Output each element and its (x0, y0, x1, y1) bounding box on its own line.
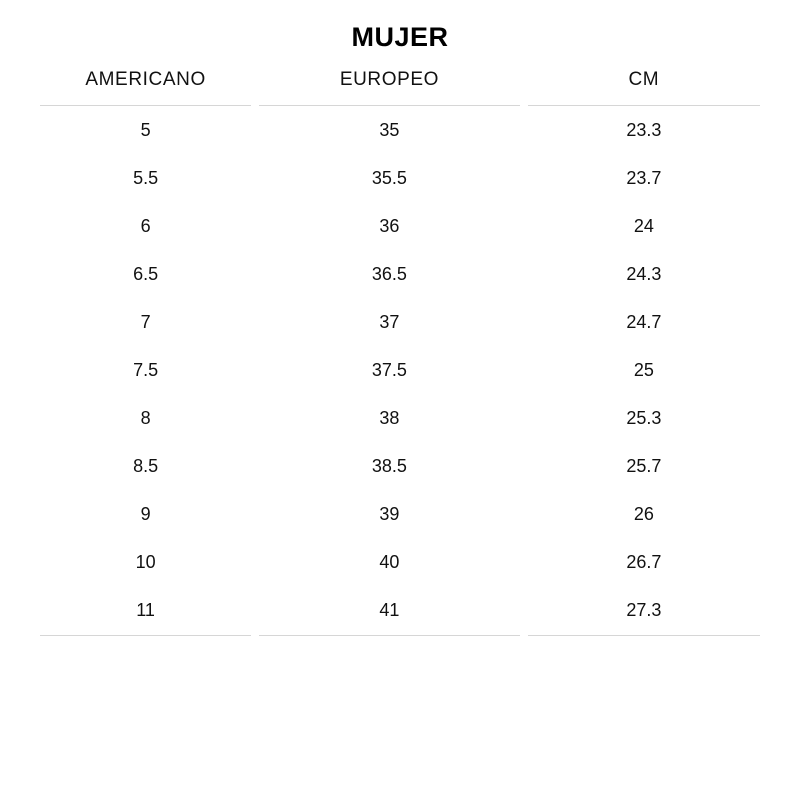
cell-spacer (251, 106, 259, 155)
cell-europeo: 37.5 (371, 360, 407, 380)
table-header-row (40, 67, 760, 106)
table-row (40, 298, 760, 346)
cell-cm: 24.7 (626, 312, 662, 332)
cell-cm: 25.3 (626, 408, 662, 428)
cell-spacer (520, 442, 528, 490)
table-row (40, 538, 760, 586)
cell-europeo: 38 (379, 408, 400, 428)
table-row (40, 202, 760, 250)
cell-americano: 8 (140, 408, 151, 428)
cell-americano: 6.5 (133, 264, 159, 284)
table-row (40, 586, 760, 636)
cell-spacer (251, 442, 259, 490)
cell-spacer (251, 586, 259, 636)
cell-cm: 24 (633, 216, 654, 236)
cell-spacer (520, 394, 528, 442)
column-header-americano: AMERICANO (40, 67, 251, 106)
cell-cm: 25.7 (626, 456, 662, 476)
cell-americano: 11 (40, 586, 251, 636)
cell-spacer (251, 202, 259, 250)
column-header-europeo: EUROPEO (259, 67, 519, 106)
cell-spacer (251, 154, 259, 202)
table-row (40, 490, 760, 538)
cell-americano: 9 (140, 504, 151, 524)
cell-europeo: 41 (259, 586, 519, 636)
header-spacer (520, 67, 528, 106)
cell-cm: 24.3 (626, 264, 662, 284)
page-title: MUJER (351, 22, 449, 52)
cell-spacer (520, 106, 528, 155)
cell-spacer (520, 202, 528, 250)
table-row (40, 154, 760, 202)
cell-europeo: 36 (379, 216, 400, 236)
cell-spacer (251, 490, 259, 538)
cell-cm: 27.3 (528, 586, 760, 636)
cell-cm: 25 (633, 360, 654, 380)
cell-americano: 5 (140, 120, 151, 140)
table-row (40, 250, 760, 298)
cell-europeo: 35.5 (371, 168, 407, 188)
cell-spacer (251, 394, 259, 442)
cell-spacer (251, 346, 259, 394)
cell-spacer (520, 250, 528, 298)
cell-spacer (520, 154, 528, 202)
cell-americano: 7.5 (133, 360, 159, 380)
cell-europeo: 39 (379, 504, 400, 524)
size-conversion-table (40, 67, 760, 636)
table-row (40, 346, 760, 394)
cell-cm: 26.7 (626, 552, 662, 572)
cell-cm: 26 (633, 504, 654, 524)
header-spacer (251, 67, 259, 106)
table-row (40, 106, 760, 155)
cell-europeo: 35 (379, 120, 400, 140)
cell-spacer (520, 538, 528, 586)
cell-spacer (520, 586, 528, 636)
cell-americano: 10 (135, 552, 156, 572)
cell-europeo: 38.5 (371, 456, 407, 476)
cell-spacer (520, 346, 528, 394)
cell-spacer (520, 298, 528, 346)
cell-spacer (251, 538, 259, 586)
cell-spacer (251, 250, 259, 298)
table-row (40, 442, 760, 490)
cell-europeo: 37 (379, 312, 400, 332)
table-row (40, 394, 760, 442)
column-header-cm: CM (528, 67, 760, 106)
cell-spacer (251, 298, 259, 346)
cell-americano: 7 (140, 312, 151, 332)
cell-cm: 23.3 (626, 120, 662, 140)
cell-spacer (520, 490, 528, 538)
cell-americano: 8.5 (133, 456, 159, 476)
cell-americano: 6 (140, 216, 151, 236)
cell-europeo: 40 (379, 552, 400, 572)
cell-cm: 23.7 (626, 168, 662, 188)
cell-americano: 5.5 (133, 168, 159, 188)
cell-europeo: 36.5 (371, 264, 407, 284)
